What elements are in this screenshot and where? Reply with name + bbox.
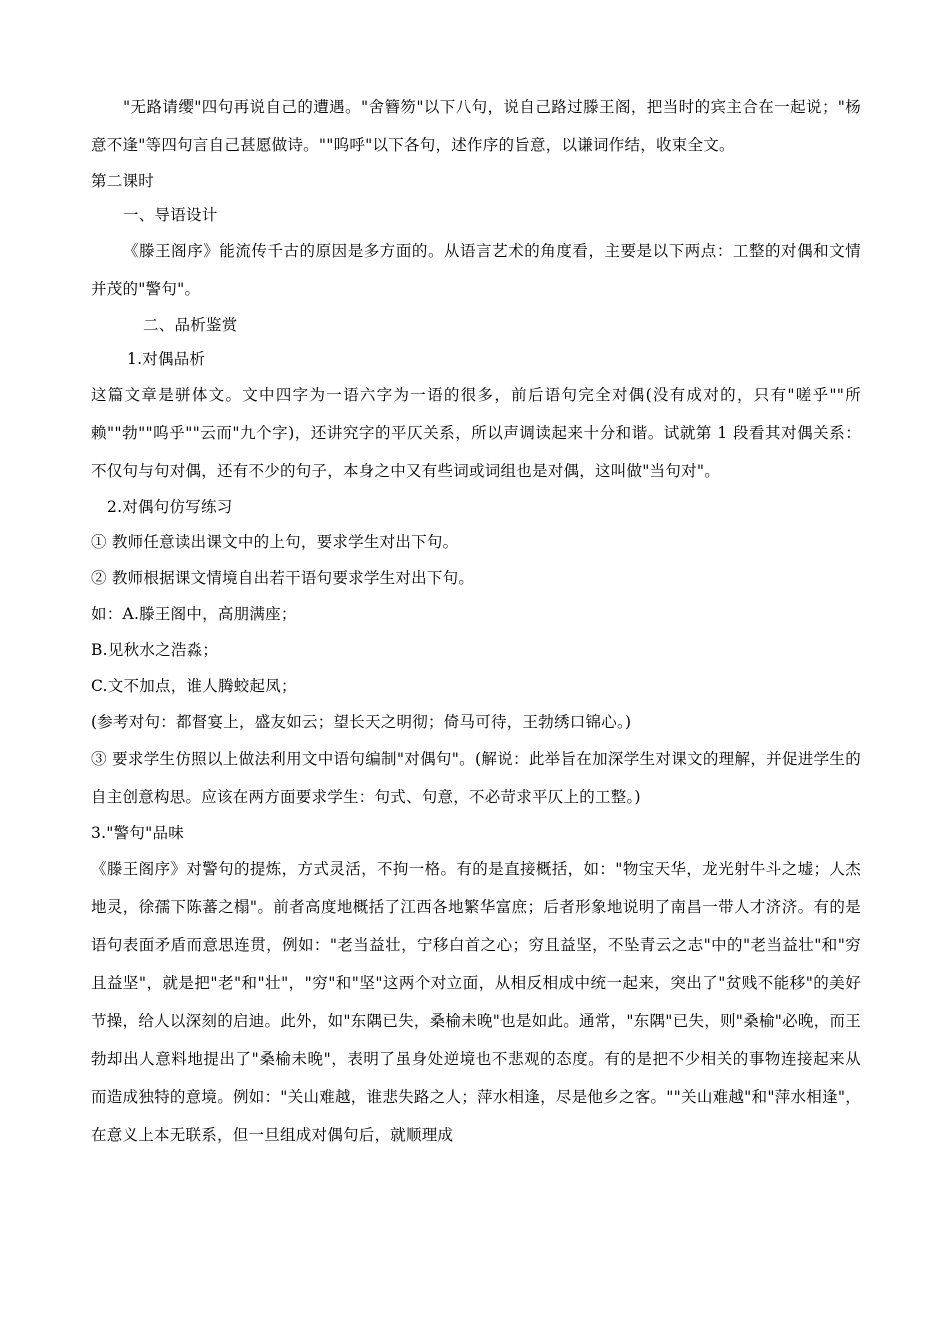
paragraph-intro: 《滕王阁序》能流传千古的原因是多方面的。从语言艺术的角度看，主要是以下两点：工整的对偶和文情并茂的"警句"。 <box>91 242 861 298</box>
example-a: 如：A.滕王阁中，高朋满座； <box>91 605 297 623</box>
paragraph-jingju: 《滕王阁序》对警句的提炼，方式灵活，不拘一格。有的是直接概括，如："物宝天华，龙光射牛斗之墟；人杰地灵，徐孺下陈蕃之榻"。前者高度地概括了江西各地繁华富庶；后者形象地说明了南昌一带人才济济。有的是语句表面矛盾而意思连贯，例如："老当益壮，宁移白首之心；穷且益坚，不坠青云之志"中的"老当益壮"和"穷且益坚"，就是把"老"和"壮"，"穷"和"坚"这两个对立面，从相反相成中统一起来，突出了"贫贱不能移"的美好节操，给人以深刻的启迪。此外，如"东隅已失，桑榆未晚"也是如此。通常，"东隅"已失，则"桑榆"必晚，而王勃却出人意料地提出了"桑榆未晚"，表明了虽身处逆境也不悲观的态度。有的是把不少相关的事物连接起来从而造成独特的意境。例如："关山难越，谁悲失路之人；萍水相逢，尽是他乡之客。""关山难越"和"萍水相逢"，在意义上本无联系，但一旦组成对偶句后，就顺理成 <box>91 860 861 1144</box>
document-body <box>91 88 861 1154</box>
paragraph-structure-summary: "无路请缨"四句再说自己的遭遇。"舍簪笏"以下八句，说自己路过滕王阁，把当时的宾主合在一起说；"杨意不逢"等四句言自己甚愿做诗。""呜呼"以下各句，述作序的旨意，以谦词作结，收束全文。 <box>91 98 861 154</box>
subheading-duiou-practice: 2.对偶句仿写练习 <box>107 498 233 516</box>
reference-answer: (参考对句：都督宴上，盛友如云；望长天之明彻；倚马可待，王勃绣口锦心。) <box>91 713 632 731</box>
list-item-3: ③ 要求学生仿照以上做法利用文中语句编制"对偶句"。(解说：此举旨在加深学生对课文的理解，并促进学生的自主创意构思。应该在两方面要求学生：句式、句意，不必苛求平仄上的工整。) <box>91 750 861 806</box>
example-b: B.见秋水之浩淼； <box>91 641 219 659</box>
section-heading-intro: 一、导语设计 <box>123 206 218 224</box>
lesson-heading: 第二课时 <box>91 172 155 190</box>
subheading-jingju: 3."警句"品味 <box>91 824 185 842</box>
subheading-duiou-analysis: 1.对偶品析 <box>127 350 206 368</box>
example-c: C.文不加点，谁人腾蛟起凤； <box>91 677 297 695</box>
paragraph-duiou: 这篇文章是骈体文。文中四字为一语六字为一语的很多，前后语句完全对偶(没有成对的，只有"嗟乎""所赖""勃""呜乎""云而"九个字)，还讲究字的平仄关系，所以声调读起来十分和谐。试就第 1 段看其对偶关系：不仅句与句对偶，还有不少的句子，本身之中又有些词或词组也是对偶，这叫做"当句对"。 <box>91 386 861 480</box>
list-item-1: ① 教师任意读出课文中的上句，要求学生对出下句。 <box>91 533 459 551</box>
list-item-2: ② 教师根据课文情境自出若干语句要求学生对出下句。 <box>91 569 475 587</box>
section-heading-analysis: 二、品析鉴赏 <box>143 316 238 334</box>
